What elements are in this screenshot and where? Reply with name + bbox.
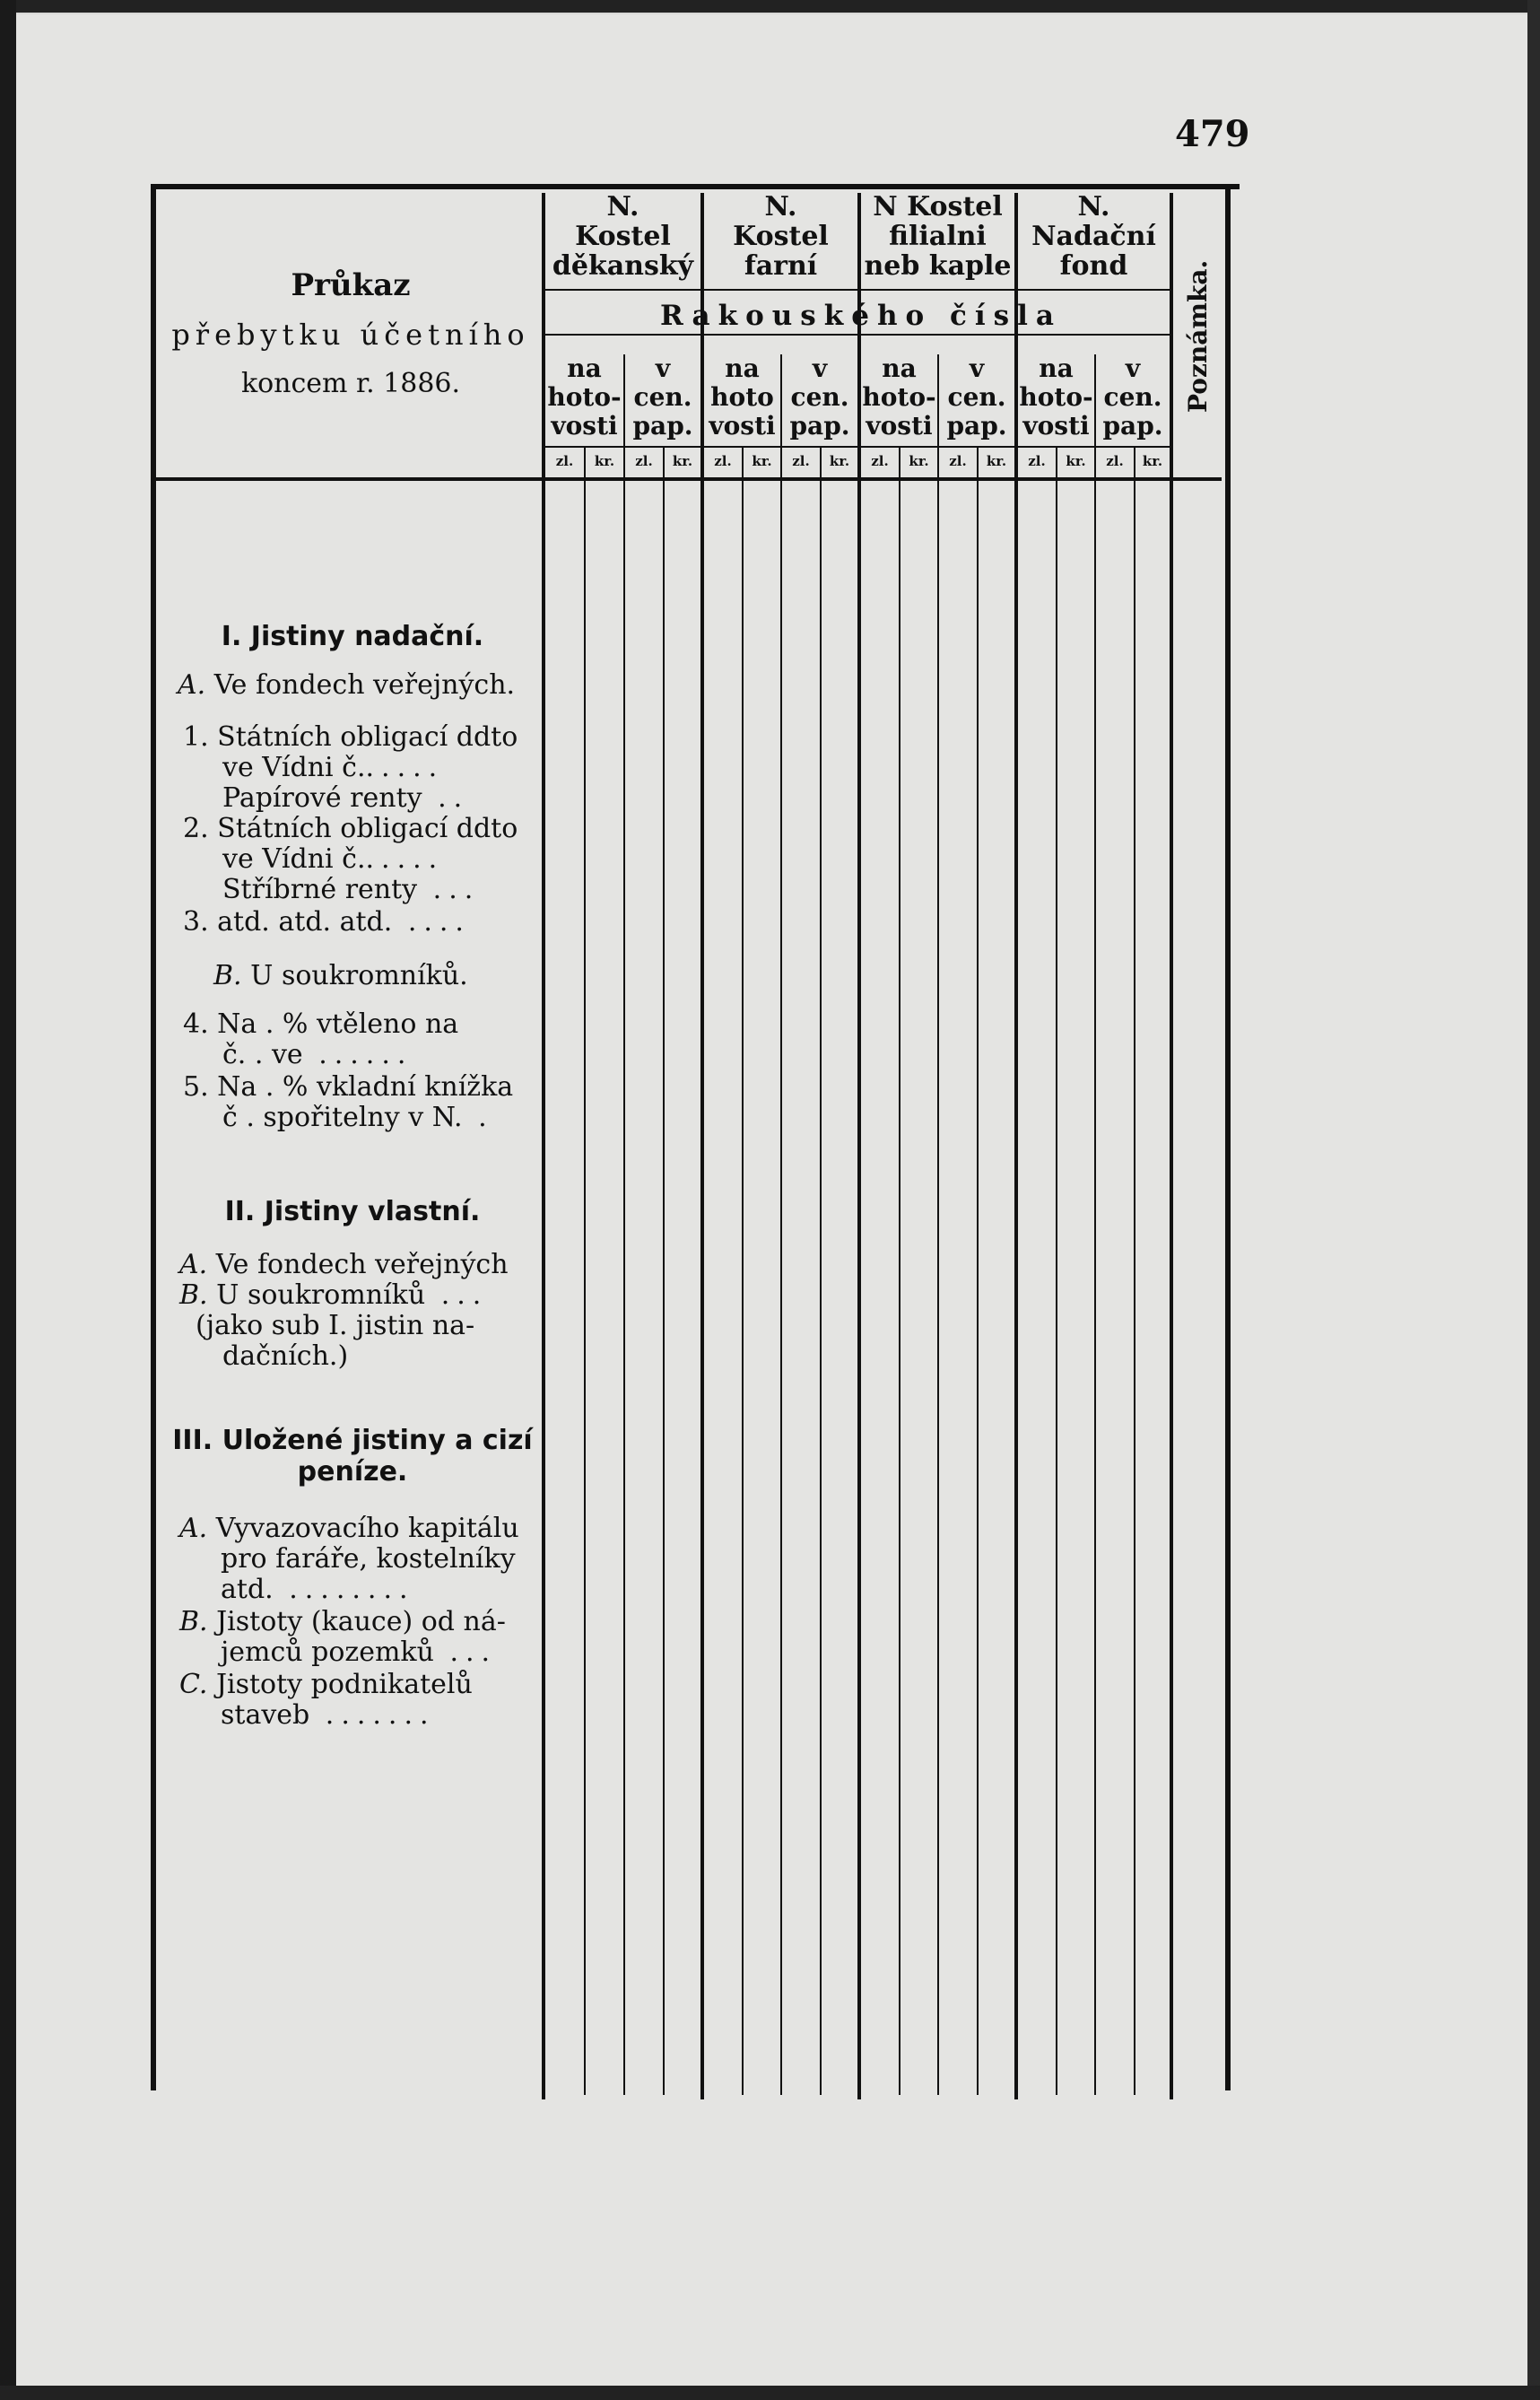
section-3c-line-1: C. Jistoty podnikatelů	[179, 1669, 473, 1700]
section-3b-line-1: B. Jistoty (kauce) od ná-	[179, 1606, 506, 1637]
subcol-na-hotovosti-3: na hoto- vosti	[862, 353, 936, 441]
item-5-line-1: 5. Na . % vkladní knížka	[183, 1071, 514, 1103]
item-1-line-2: ve Vídni č......	[222, 752, 445, 783]
column-header-farni: N. Kostel farní	[733, 191, 829, 282]
column-header-dekansky: N. Kostel děkanský	[552, 191, 694, 282]
item-4-line-1: 4. Na . % vtěleno na	[183, 1008, 459, 1040]
subcol-v-cen-pap-4: v cen. pap.	[1102, 353, 1163, 441]
section-3a-line-1: A. Vyvazovacího kapitálu	[179, 1513, 519, 1544]
title-sub: přebytku účetního	[171, 318, 530, 352]
item-2-line-2: ve Vídni č......	[222, 843, 445, 875]
item-4-line-2: č. . ve ......	[222, 1039, 413, 1070]
page-number: 479	[1175, 113, 1250, 155]
subcol-na-hotovosti-4: na hoto- vosti	[1019, 353, 1093, 441]
item-2-line-3: Stříbrné renty ...	[222, 874, 481, 905]
title-main: Průkaz	[291, 267, 411, 303]
section-1-heading: I. Jistiny nadační.	[221, 621, 484, 652]
section-3b-line-2: jemců pozemků ...	[221, 1636, 498, 1668]
item-5-line-2: č . spořitelny v N. .	[222, 1102, 494, 1133]
table-title	[158, 267, 544, 399]
title-year: koncem r. 1886.	[240, 368, 461, 399]
item-2-line-1: 2. Státních obligací ddto	[183, 813, 518, 844]
section-1b: B. U soukromníků.	[213, 960, 468, 991]
section-2-heading: II. Jistiny vlastní.	[224, 1196, 481, 1227]
item-1-line-3: Papírové renty ..	[222, 782, 470, 814]
subcol-v-cen-pap-3: v cen. pap.	[946, 353, 1007, 441]
scan-edge-left	[0, 0, 16, 2400]
poznamka-header: Poznámka.	[1183, 259, 1213, 413]
section-1a: A. Ve fondech veřejných.	[178, 669, 516, 701]
subcol-v-cen-pap-1: v cen. pap.	[632, 353, 693, 441]
section-2-note-line-1: (jako sub I. jistin na-	[196, 1310, 475, 1341]
section-3c-line-2: staveb .......	[221, 1699, 436, 1731]
column-header-filialni: N Kostel filialni neb kaple	[864, 191, 1012, 282]
subcol-na-hotovosti-1: na hoto- vosti	[547, 353, 622, 441]
scan-edge-top	[0, 0, 1540, 13]
section-2-note-line-2: dačních.)	[222, 1340, 349, 1372]
section-2a: A. Ve fondech veřejných	[179, 1249, 509, 1280]
section-2b: B. U soukromníků ...	[179, 1279, 489, 1311]
item-3: 3. atd. atd. atd. ....	[183, 906, 471, 938]
section-3a-line-2: pro faráře, kostelníky	[221, 1543, 516, 1575]
column-header-nadacni-fond: N. Nadační fond	[1031, 191, 1156, 282]
rakouskeho-cisla-header: Rakouského čísla	[660, 300, 1062, 332]
subcol-v-cen-pap-2: v cen. pap.	[789, 353, 850, 441]
item-1-line-1: 1. Státních obligací ddto	[183, 721, 518, 753]
section-3a-line-3: atd. ........	[221, 1574, 415, 1605]
subcol-na-hotovosti-2: na hoto vosti	[709, 353, 776, 441]
scan-edge-right	[1527, 0, 1540, 2400]
section-3-heading: III. Uložené jistiny a cizí peníze.	[172, 1425, 533, 1488]
scan-edge-bottom	[0, 2386, 1540, 2400]
